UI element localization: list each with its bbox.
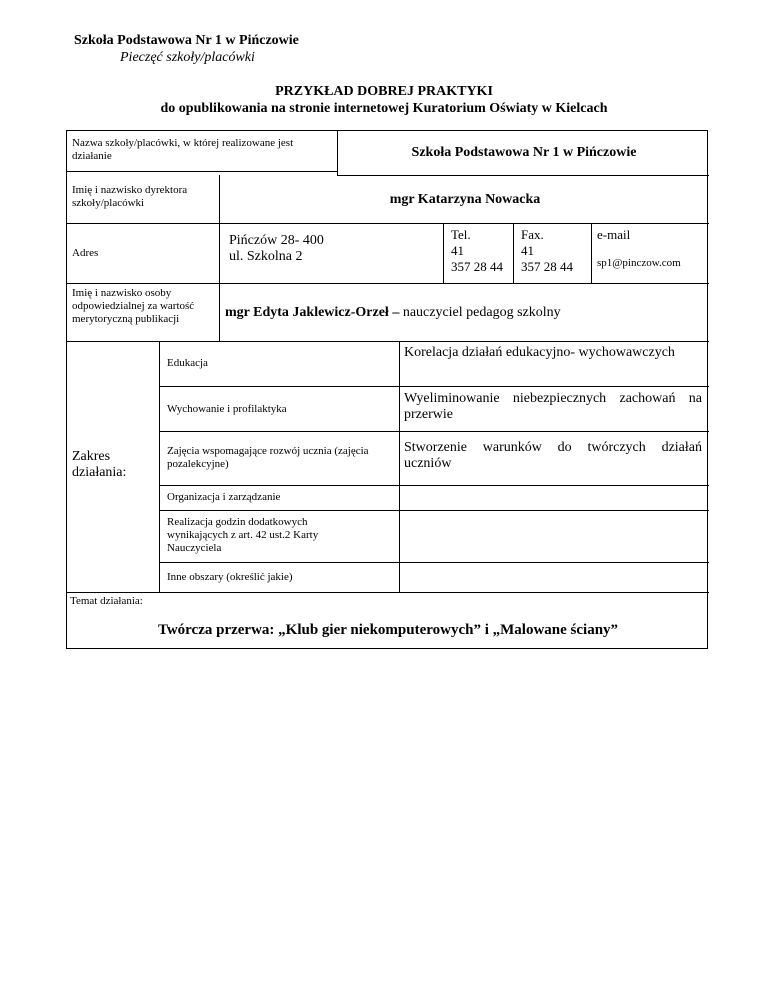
scope-area-additional-hours: Realizacja godzin dodatkowych wynikających z art. 42 ust.2 Karty Nauczyciela — [167, 516, 319, 554]
address-line-2: ul. Szkolna 2 — [229, 249, 303, 264]
rule — [159, 510, 709, 511]
scope-value-education: Korelacja działań edukacyjno- wychowawczych — [404, 345, 675, 360]
scope-label-line-1: Zakres — [72, 449, 111, 464]
scope-value-upbringing: Wyeliminowanie niebezpiecznych zachowań na przerwie — [404, 391, 702, 422]
practice-form-table — [66, 130, 708, 649]
director-label: Imię i nazwisko dyrektora szkoły/placówki — [72, 184, 188, 209]
rule — [67, 171, 337, 172]
scope-area-upbringing: Wychowanie i profilaktyka — [167, 403, 287, 415]
rule — [67, 341, 709, 342]
responsible-person-value — [225, 305, 561, 321]
scope-area-education: Edukacja — [167, 357, 208, 369]
rule — [219, 175, 220, 223]
rule — [399, 341, 400, 592]
rule — [513, 223, 514, 283]
fax-number: 357 28 44 — [521, 259, 573, 274]
responsible-person-role: nauczyciel pedagog szkolny — [402, 305, 561, 320]
responsible-person-name: mgr Edyta Jaklewicz-Orzeł — [225, 305, 389, 320]
director-value: mgr Katarzyna Nowacka — [389, 192, 541, 207]
rule — [67, 592, 709, 593]
email-value[interactable]: sp1@pinczow.com — [597, 257, 681, 269]
rule — [159, 562, 709, 563]
rule — [67, 283, 709, 284]
scope-area-extracurricular: Zajęcia wspomagające rozwój ucznia (zajęcia pozalekcyjne) — [167, 445, 369, 470]
responsible-person-label: Imię i nazwisko osoby odpowiedzialnej za wartość merytoryczną publikacji — [72, 287, 195, 325]
school-stamp-caption: Pieczęć szkoły/placówki — [120, 50, 255, 65]
rule — [443, 223, 444, 283]
tel-area-code: 41 — [451, 243, 464, 258]
rule — [159, 386, 709, 387]
rule — [219, 223, 220, 283]
scope-area-other: Inne obszary (określić jakie) — [167, 571, 293, 583]
document-title: PRZYKŁAD DOBREJ PRAKTYKI — [275, 84, 493, 99]
rule — [67, 223, 709, 224]
rule — [159, 431, 709, 432]
rule — [591, 223, 592, 283]
topic-label: Temat działania: — [70, 595, 143, 607]
school-name-label: Nazwa szkoły/placówki, w której realizowane jest działanie — [72, 137, 294, 162]
rule — [219, 283, 220, 341]
scope-value-extracurricular: Stworzenie warunków do twórczych działań uczniów — [404, 440, 702, 471]
address-label: Adres — [72, 247, 99, 259]
document-subtitle: do opublikowania na stronie internetowej Kuratorium Oświaty w Kielcach — [160, 101, 608, 116]
school-name-header: Szkoła Podstawowa Nr 1 w Pińczowie — [74, 33, 299, 48]
email-label: e-mail — [597, 227, 631, 242]
topic-value: Twórcza przerwa: „Klub gier niekomputerowych” i „Malowane ściany” — [157, 622, 619, 638]
tel-number: 357 28 44 — [451, 259, 503, 274]
rule — [159, 341, 160, 592]
fax-area-code: 41 — [521, 243, 534, 258]
address-line-1: Pińczów 28- 400 — [229, 233, 324, 248]
rule — [337, 175, 709, 176]
responsible-person-dash: – — [388, 305, 403, 320]
rule — [159, 485, 709, 486]
scope-area-organization: Organizacja i zarządzanie — [167, 491, 281, 503]
fax-label: Fax. — [521, 227, 544, 242]
tel-label: Tel. — [451, 227, 471, 242]
school-name-value: Szkoła Podstawowa Nr 1 w Pińczowie — [411, 145, 637, 160]
scope-label-line-2: działania: — [72, 465, 127, 480]
rule — [337, 131, 338, 175]
